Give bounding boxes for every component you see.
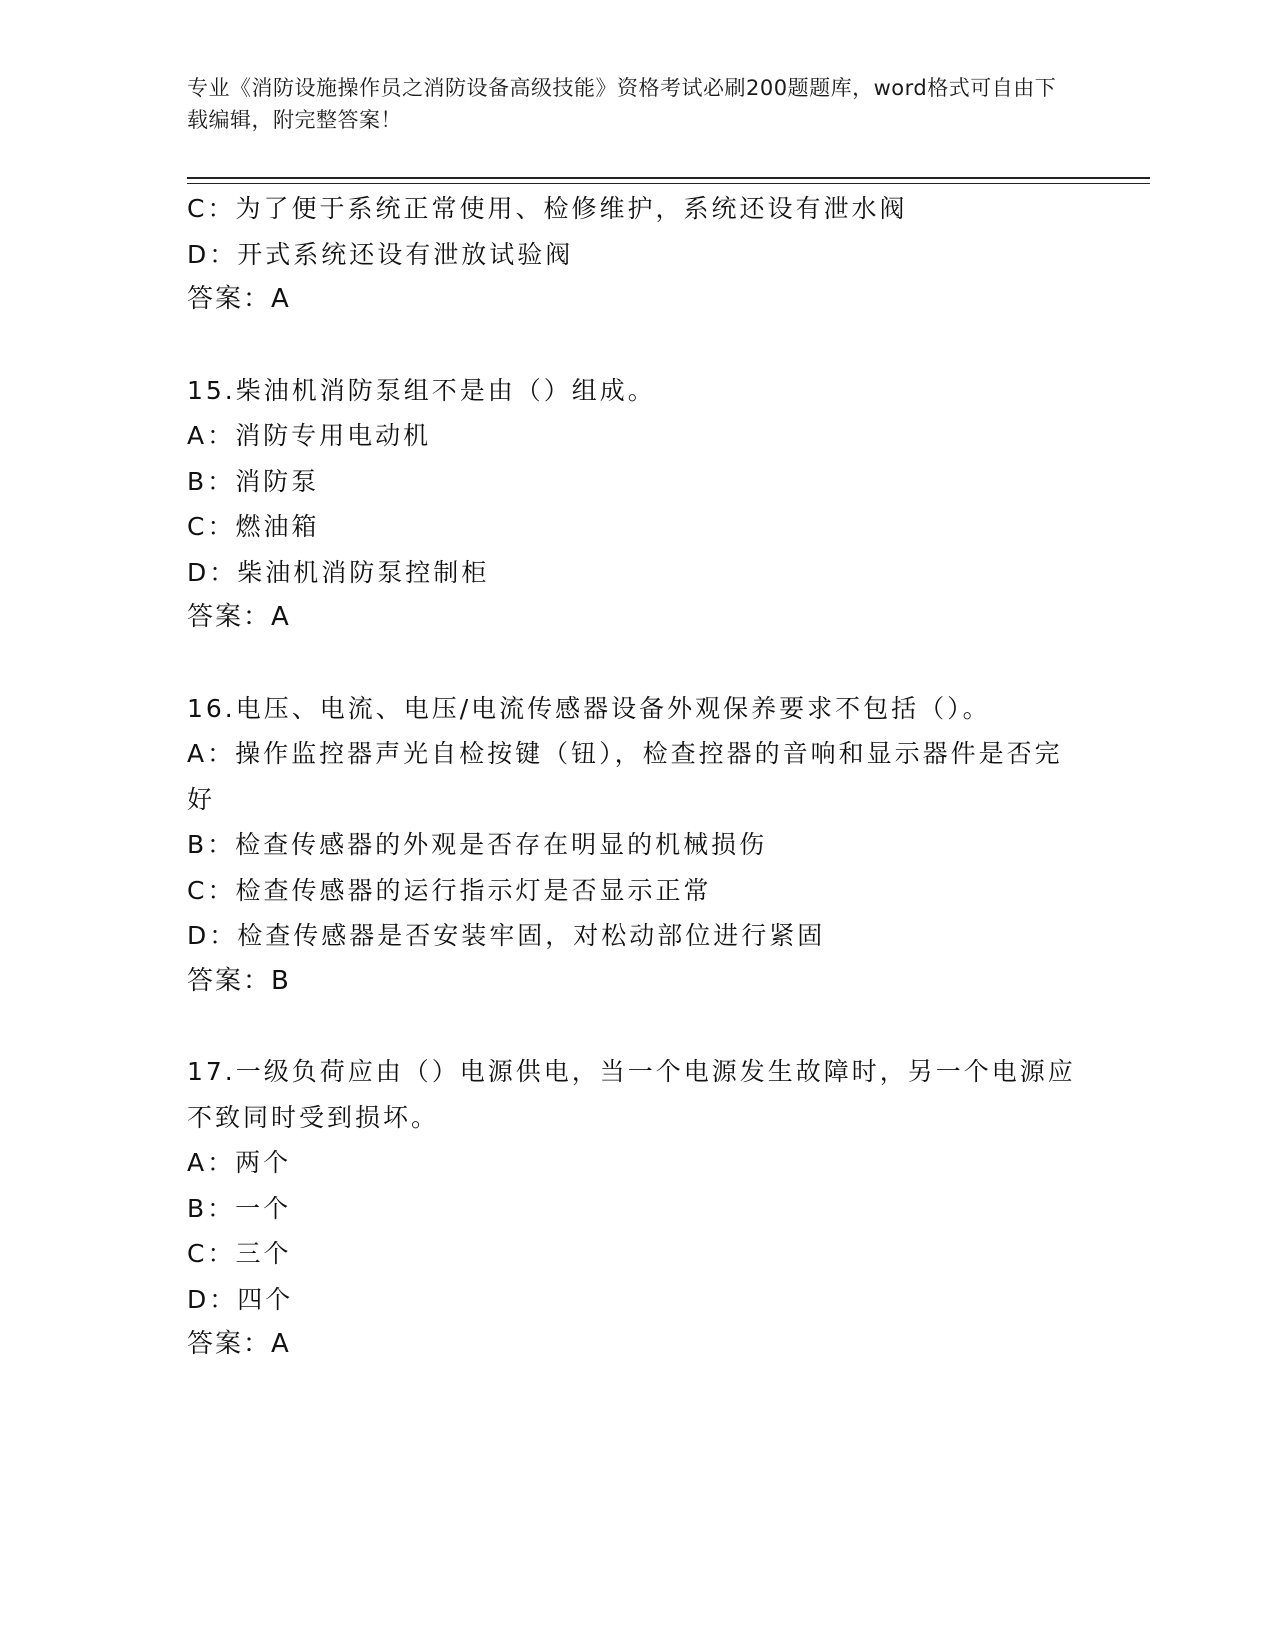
option-d: D：四个 — [187, 1284, 294, 1314]
spacer — [187, 1004, 1087, 1049]
question-continued — [187, 186, 1087, 323]
header-divider-thick — [187, 177, 1150, 179]
answer-line: 答案：B — [187, 965, 291, 996]
header-divider-thin — [187, 183, 1150, 184]
option-b: B：一个 — [187, 1193, 292, 1223]
question-stem: 17.一级负荷应由（）电源供电，当一个电源发生故障时，另一个电源应不致同时受到损坏。 — [187, 1057, 1076, 1132]
option-c: C：燃油箱 — [187, 512, 320, 541]
answer-line: 答案：A — [187, 284, 291, 314]
option-d: D：检查传感器是否安装牢固，对松动部位进行紧固 — [187, 921, 826, 950]
spacer — [187, 323, 1087, 368]
option-a: A：两个 — [187, 1148, 292, 1177]
answer-line: 答案：A — [187, 1329, 291, 1359]
option-d: D：开式系统还设有泄放试验阀 — [187, 239, 574, 269]
option-a: A：消防专用电动机 — [187, 421, 432, 450]
question-list — [187, 186, 1087, 1368]
option-d: D：柴油机消防泵控制柜 — [187, 557, 490, 587]
spacer — [187, 641, 1087, 686]
question-16 — [187, 686, 1087, 1005]
question-15 — [187, 368, 1087, 641]
option-c: C：检查传感器的运行指示灯是否显示正常 — [187, 875, 712, 905]
option-c: C：为了便于系统正常使用、检修维护，系统还设有泄水阀 — [187, 194, 908, 223]
option-b: B：消防泵 — [187, 466, 320, 496]
option-c: C：三个 — [187, 1239, 292, 1268]
option-a: A：操作监控器声光自检按键（钮），检查控器的音响和显示器件是否完好 — [187, 739, 1063, 814]
question-stem: 16.电压、电流、电压/电流传感器设备外观保养要求不包括（）。 — [187, 693, 991, 723]
question-17 — [187, 1049, 1087, 1368]
answer-line: 答案：A — [187, 602, 291, 632]
question-stem: 15.柴油机消防泵组不是由（）组成。 — [187, 375, 656, 405]
page-header: 专业《消防设施操作员之消防设备高级技能》资格考试必刷200题题库，word格式可自由下载编辑，附完整答案！ — [187, 76, 1057, 132]
option-b: B：检查传感器的外观是否存在明显的机械损伤 — [187, 830, 768, 859]
